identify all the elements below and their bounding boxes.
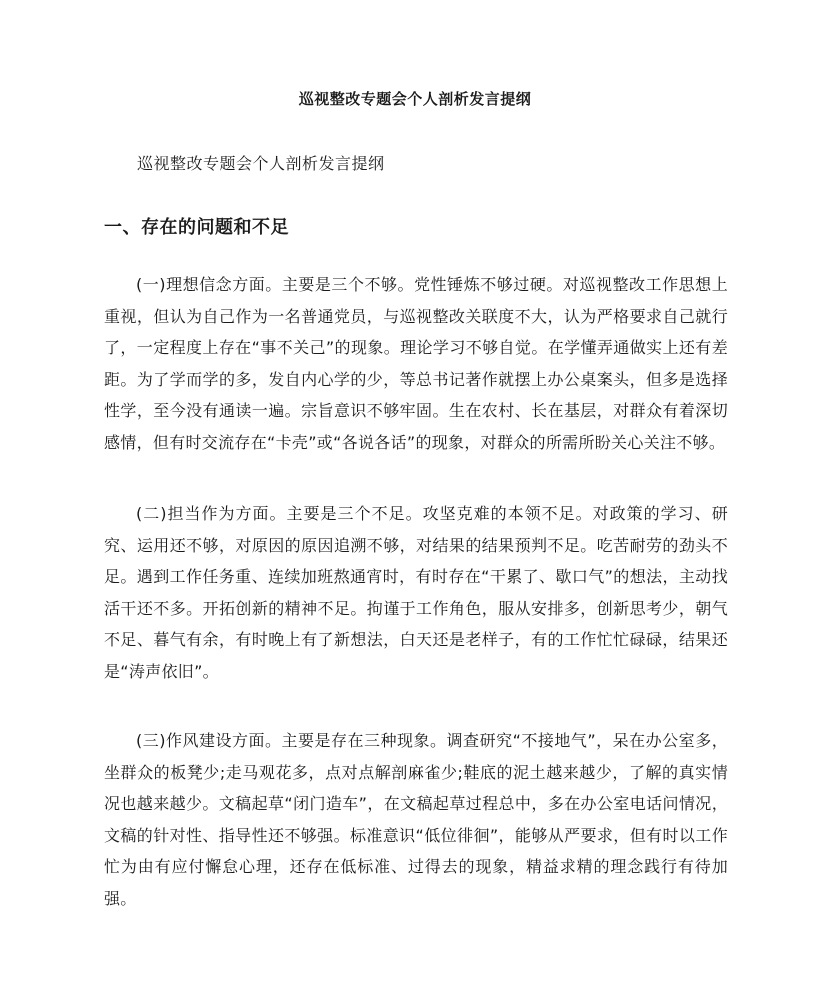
paragraph-work-style: (三)作风建设方面。主要是存在三种现象。调查研究“不接地气”，呆在办公室多，坐群众的板凳少;走马观花多，点对点解剖麻雀少;鞋底的泥土越来越少，了解的真实情况也越来越少。文稿起草“闭门造车”，在文稿起草过程总中，多在办公室电话问情况，文稿的针对性、指导性还不够强。标准意识“低位徘徊”，能够从严要求，但有时以工作忙为由有应付懈怠心理，还存在低标准、过得去的现象，精益求精的理念践行有待加强。	[104, 731, 728, 908]
section-heading: 一、存在的问题和不足	[104, 217, 289, 238]
document-subtitle: 巡视整改专题会个人剖析发言提纲	[137, 154, 385, 173]
document-title: 巡视整改专题会个人剖析发言提纲	[298, 90, 532, 108]
paragraph-ideals: (一)理想信念方面。主要是三个不够。党性锤炼不够过硬。对巡视整改工作思想上重视，但认为自己作为一名普通党员，与巡视整改关联度不大，认为严格要求自己就行了，一定程度上存在“事不关己”的现象。理论学习不够自觉。在学懂弄通做实上还有差距。为了学而学的多，发自内心学的少，等总书记著作就摆上办公桌案头，但多是选择性学，至今没有通读一遍。宗旨意识不够牢固。生在农村、长在基层，对群众有着深切感情，但有时交流存在“卡壳”或“各说各话”的现象，对群众的所需所盼关心关注不够。	[104, 275, 728, 452]
paragraph-responsibility: (二)担当作为方面。主要是三个不足。攻坚克难的本领不足。对政策的学习、研究、运用还不够，对原因的原因追溯不够，对结果的结果预判不足。吃苦耐劳的劲头不足。遇到工作任务重、连续加班熬通宵时，有时存在“干累了、歇口气”的想法，主动找活干还不多。开拓创新的精神不足。拘谨于工作角色，服从安排多，创新思考少，朝气不足、暮气有余，有时晚上有了新想法，白天还是老样子，有的工作忙忙碌碌，结果还是“涛声依旧”。	[104, 504, 728, 681]
